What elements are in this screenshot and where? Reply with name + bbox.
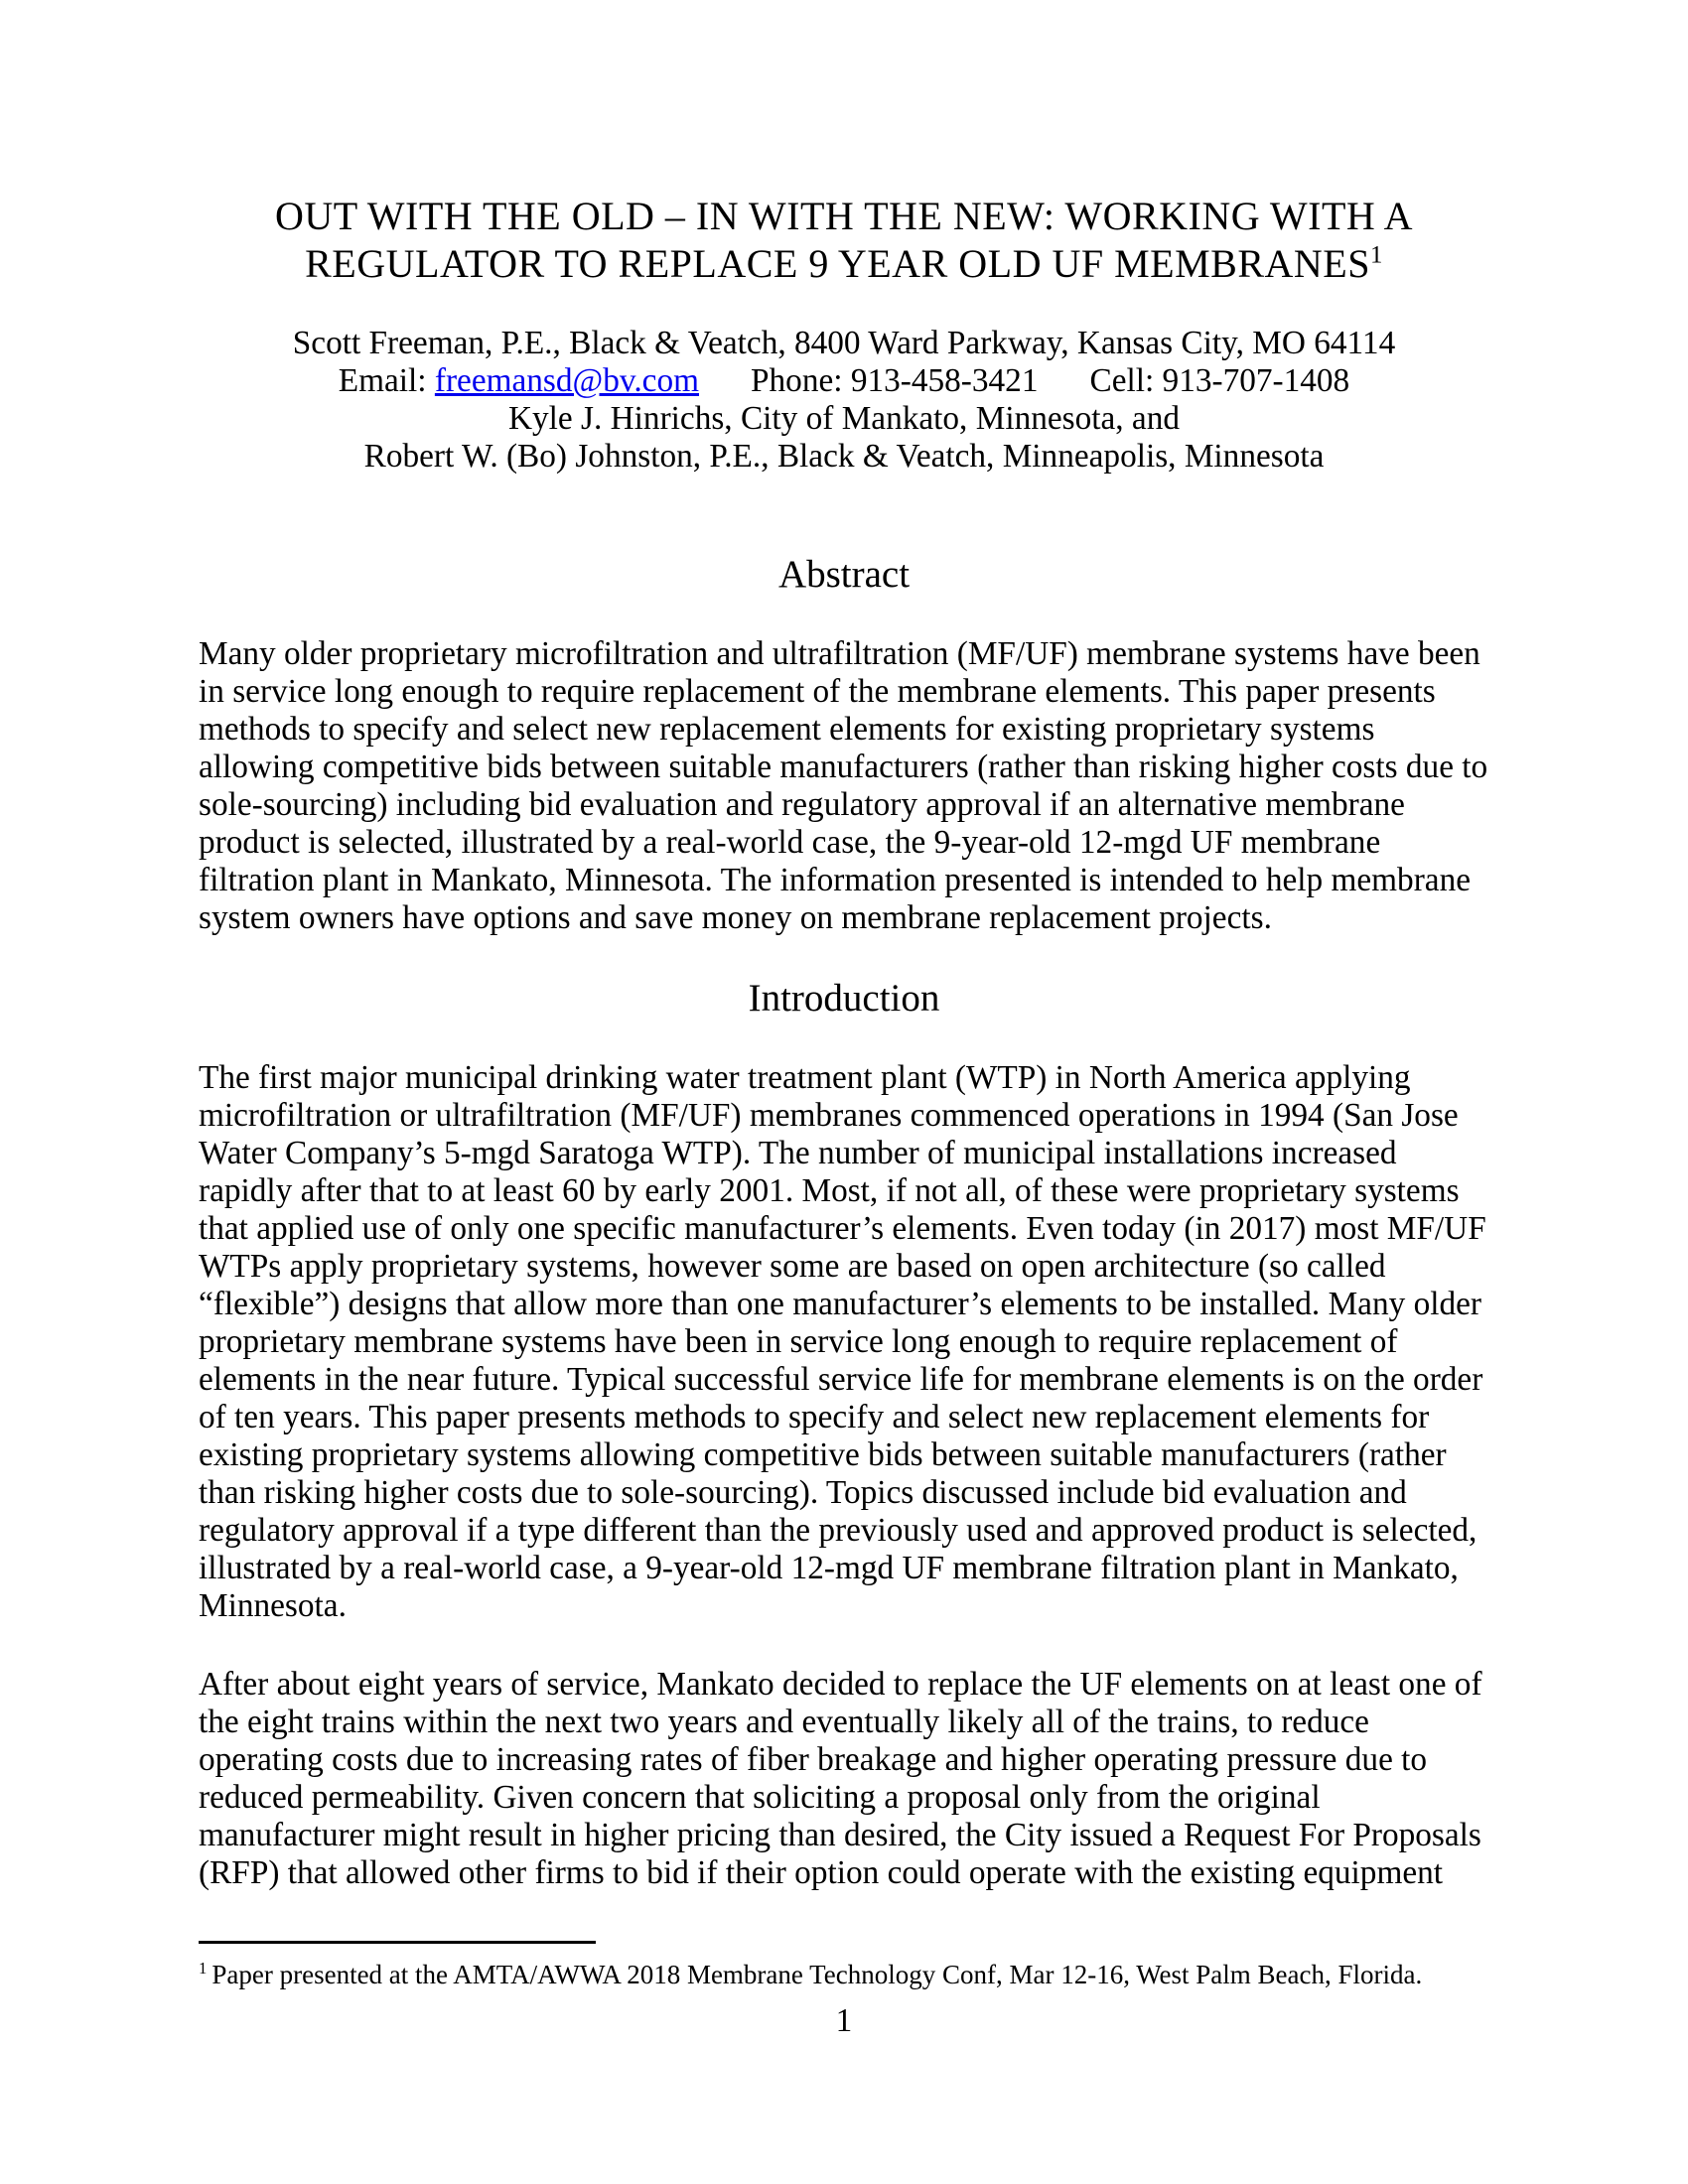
cell-number: Cell: 913-707-1408 (1089, 362, 1350, 399)
author-block (199, 325, 1489, 476)
paper-title-line1: OUT WITH THE OLD – IN WITH THE NEW: WORKING WITH A (275, 194, 1413, 238)
footnote (199, 1960, 1489, 1990)
email-label: Email: (338, 362, 435, 399)
author-line-3: Robert W. (Bo) Johnston, P.E., Black & Veatch, Minneapolis, Minnesota (363, 438, 1325, 475)
page-number: 1 (835, 2002, 853, 2039)
author-line-contact (199, 362, 1489, 400)
phone-number: Phone: 913-458-3421 (751, 362, 1039, 399)
author-line-2: Kyle J. Hinrichs, City of Mankato, Minnesota, and (507, 400, 1181, 437)
title-footnote-marker: 1 (1369, 241, 1383, 269)
paper-title (199, 193, 1489, 288)
page-content (199, 0, 1489, 2040)
author-line-1: Scott Freeman, P.E., Black & Veatch, 8400 Ward Parkway, Kansas City, MO 64114 (292, 325, 1396, 361)
introduction-paragraph-2: After about eight years of service, Mankato decided to replace the UF elements on at least one of the eight trains within the next two years and eventually likely all of the trains, to reduce operating costs due to increasing rates of fiber breakage and higher operating pressure due to reduced permeability. Given concern that soliciting a proposal only from the original manufacturer might result in higher pricing than desired, the City issued a Request For Proposals (RFP) that allowed other firms to bid if their option could operate with the existing equipment (199, 1666, 1482, 1891)
footnote-marker: 1 (199, 1959, 208, 1978)
section-heading-introduction: Introduction (748, 977, 940, 1020)
abstract-paragraph: Many older proprietary microfiltration and ultrafiltration (MF/UF) membrane systems have been in service long enough to require replacement of the membrane elements. This paper presents methods to specify and select new replacement elements for existing proprietary systems allowing competitive bids between suitable manufacturers (rather than risking higher costs due to sole-sourcing) including bid evaluation and regulatory approval if an alternative membrane product is selected, illustrated by a real-world case, the 9-year-old 12-mgd UF membrane filtration plant in Mankato, Minnesota. The information presented is intended to help membrane system owners have options and save money on membrane replacement projects. (199, 635, 1488, 936)
footnote-text: Paper presented at the AMTA/AWWA 2018 Membrane Technology Conf, Mar 12-16, West Palm Beach, Florida. (211, 1960, 1423, 1989)
introduction-paragraph-1: The first major municipal drinking water treatment plant (WTP) in North America applying microfiltration or ultrafiltration (MF/UF) membranes commenced operations in 1994 (San Jose Water Company’s 5-mgd Saratoga WTP). The number of municipal installations increased rapidly after that to at least 60 by early 2001. Most, if not all, of these were proprietary systems that applied use of only one specific manufacturer’s elements. Even today (in 2017) most MF/UF WTPs apply proprietary systems, however some are based on open architecture (so called “flexible”) designs that allow more than one manufacturer’s elements to be installed. Many older proprietary membrane systems have been in service long enough to require replacement of elements in the near future. Typical successful service life for membrane elements is on the order of ten years. This paper presents methods to specify and select new replacement elements for existing proprietary systems allowing competitive bids between suitable manufacturers (rather than risking higher costs due to sole-sourcing). Topics discussed include bid evaluation and regulatory approval if a type different than the previously used and approved product is selected, illustrated by a real-world case, a 9-year-old 12-mgd UF membrane filtration plant in Mankato, Minnesota. (199, 1059, 1486, 1624)
paper-title-line2: REGULATOR TO REPLACE 9 YEAR OLD UF MEMBRANES (305, 241, 1370, 286)
footnote-separator-rule (199, 1941, 596, 1944)
section-heading-abstract: Abstract (777, 553, 911, 596)
email-link[interactable]: freemansd@bv.com (434, 362, 699, 399)
